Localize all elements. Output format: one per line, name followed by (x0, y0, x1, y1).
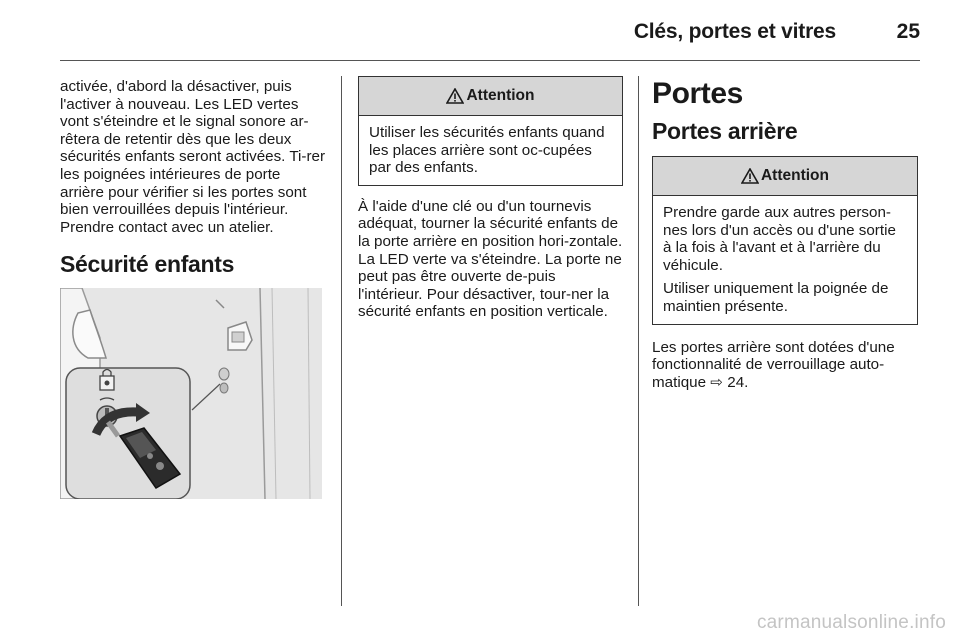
section-heading: Sécurité enfants (60, 251, 235, 278)
warning-title: Attention (760, 167, 829, 185)
body-text: Les portes arrière sont dotées d'une fonctionnalité de verrouillage auto-matique (652, 338, 895, 391)
warning-header (359, 77, 622, 116)
body-paragraph: activée, d'abord la désactiver, puis l'activer à nouveau. Les LED vertes vont s'éteindre et le signal sonore ar-rêtera de retentir dès que les deux sécurités enfants seront activées. Ti-rer les poignées intérieures de porte arrière pour vérifier si les portes sont bien verrouillées depuis l'intérieur. Prendre contact avec un atelier. (60, 78, 326, 236)
child-lock-illustration (60, 288, 322, 499)
page-reference-icon: ⇨ (710, 373, 724, 391)
chapter-title: Clés, portes et vitres (633, 20, 836, 43)
page-header (60, 18, 920, 61)
warning-text: Prendre garde aux autres person-nes lors d'un accès ou d'une sortie à la fois à l'avant et à l'arrière du véhicule. (663, 204, 896, 274)
warning-title: Attention (466, 87, 535, 105)
warning-triangle-icon (741, 168, 759, 184)
section-heading: Portes arrière (652, 118, 798, 144)
warning-box (358, 76, 623, 186)
watermark: carmanualsonline.info (756, 612, 946, 633)
column-left (60, 78, 328, 504)
page-reference-link[interactable] (710, 374, 748, 391)
column-divider (341, 76, 342, 606)
body-paragraph: À l'aide d'une clé ou d'un tournevis adéquat, tourner la sécurité enfants de la porte arrière en position hori-zontale. La LED verte va s'éteindre. La porte ne peut pas être ouverte de-puis l'intérieur. Pour désactiver, tour-ner la sécurité enfants en position verticale. (358, 197, 623, 321)
column-right (652, 76, 918, 391)
warning-text: Utiliser les sécurités enfants quand les places arrière sont oc-cupées par des enfants. (369, 124, 605, 177)
page-reference-number: 24. (727, 373, 749, 391)
warning-box (652, 156, 918, 325)
body-paragraph (652, 339, 918, 392)
warning-text: Utiliser uniquement la poignée de maintien présente. (663, 280, 889, 315)
column-middle (358, 76, 623, 321)
page-number: 25 (896, 20, 920, 43)
warning-triangle-icon (446, 88, 464, 104)
column-divider (638, 76, 639, 606)
chapter-heading: Portes (652, 77, 743, 110)
warning-header (653, 157, 917, 196)
